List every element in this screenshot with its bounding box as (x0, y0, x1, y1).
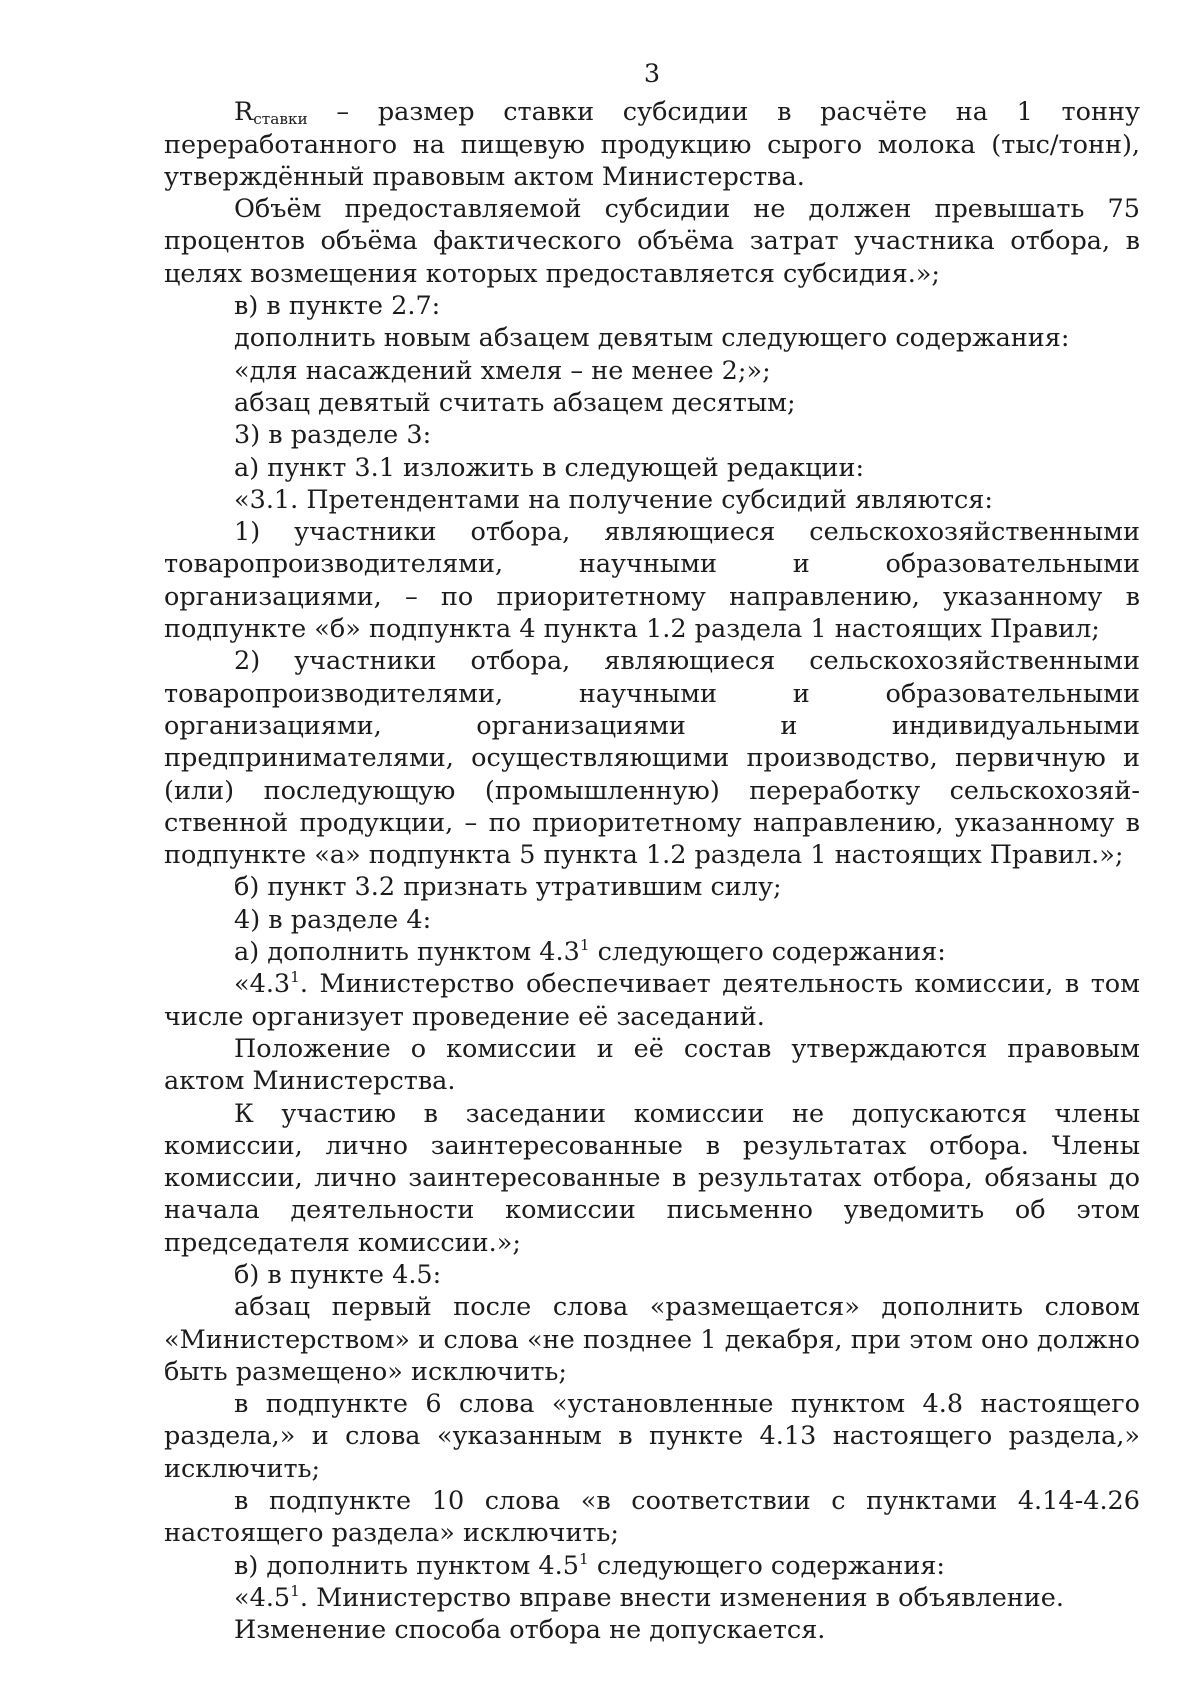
text: следующего содержания: (588, 1550, 946, 1581)
paragraph: абзац первый после слова «размещается» дополнить словом «Министерством» и слова «не позднее 1 декабря, при этом оно должно быть размещено» исключить; (164, 1292, 1140, 1387)
text: а) дополнить пунктом 4.3 (234, 937, 580, 968)
document-page (164, 58, 1140, 1647)
paragraph: 4) в разделе 4: (234, 904, 432, 935)
text: следующего содержания: (589, 937, 946, 968)
paragraph-add-4-5 (164, 1550, 1140, 1582)
text: «4.5 (234, 1582, 291, 1613)
paragraph: б) пункт 3.2 признать утратившим силу; (234, 872, 782, 903)
paragraph: а) пункт 3.1 изложить в следующей редакции: (234, 452, 865, 483)
paragraph: в подпункте 10 слова «в соответствии с пунктами 4.14-4.26 настоящего раздела» исключить; (164, 1486, 1140, 1549)
page-number: 3 (643, 59, 661, 89)
paragraph: 3) в разделе 3: (234, 420, 432, 451)
paragraph: 2) участники отбора, являющиеся сельскохозяйственными товаропроизводителями, научными и образовательными организациями, организациями и индивидуальными предпринимателями, осуществляющими производство, первичную и (или) последующую (промышленную) переработку сельскохозяйственной продукции, – по приоритетному направлению, указанному в подпункте «а» подпункта 5 пункта 1.2 раздела 1 настоящих Правил.»; (164, 646, 1140, 871)
paragraph: в) в пункте 2.7: (234, 291, 441, 322)
paragraph: Положение о комиссии и её состав утверждаются правовым актом Министерства. (164, 1033, 1140, 1097)
paragraph: б) в пункте 4.5: (234, 1259, 442, 1290)
superscript: 1 (579, 936, 590, 955)
paragraph: К участию в заседании комиссии не допускаются члены комиссии, лично заинтересованные в результатах отбора. Члены комиссии, лично заинтересованные в результатах отбора, обязаны до начала деятельности комиссии письменно уведомить об этом председателя комиссии.»; (164, 1098, 1140, 1258)
text: . Министерство вправе внести изменения в объявление. (299, 1582, 1064, 1613)
paragraph: Объём предоставляемой субсидии не должен превышать 75 процентов объёма фактического объёма затрат участника отбора, в целях возмещения которых предоставляется субсидия.»; (164, 194, 1140, 289)
text: . Министерство обеспечивает деятельность комиссии, в том числе организует проведение её заседаний. (164, 969, 1140, 1032)
superscript: 1 (290, 1581, 300, 1600)
paragraph-4-3-text (164, 968, 1140, 1033)
paragraph-rate-definition (164, 96, 1140, 193)
paragraph-last: Изменение способа отбора не допускается. (234, 1615, 826, 1646)
paragraph: 1) участники отбора, являющиеся сельскохозяйственными товаропроизводителями, научными и образовательными организациями, – по приоритетному направлению, указанному в подпункте «б» подпункта 4 пункта 1.2 раздела 1 настоящих Правил; (164, 517, 1140, 645)
superscript: 1 (579, 1549, 589, 1568)
paragraph: дополнить новым абзацем девятым следующего содержания: (234, 323, 1070, 354)
superscript: 1 (290, 968, 300, 987)
paragraph: «3.1. Претендентами на получение субсидий являются: (234, 484, 993, 515)
paragraph-text: – размер ставки субсидии в расчёте на 1 тонну переработанного на пищевую продукцию сырого молока (тыс/тонн), утверждённый правовым актом Министерства. (164, 97, 1140, 192)
paragraph: в подпункте 6 слова «установленные пунктом 4.8 настоящего раздела,» и слова «указанным в пункте 4.13 настоящего раздела,» исключить; (164, 1389, 1140, 1484)
paragraph: «для насаждений хмеля – не менее 2;»; (234, 355, 771, 386)
text: в) дополнить пунктом 4.5 (234, 1550, 579, 1581)
paragraph: абзац девятый считать абзацем десятым; (234, 387, 796, 418)
paragraph-add-4-3 (164, 936, 1140, 968)
variable-subscript: ставки (253, 110, 308, 129)
variable-symbol: R (234, 97, 254, 128)
text: «4.3 (234, 969, 291, 1000)
paragraph-4-5-text (164, 1582, 1140, 1614)
